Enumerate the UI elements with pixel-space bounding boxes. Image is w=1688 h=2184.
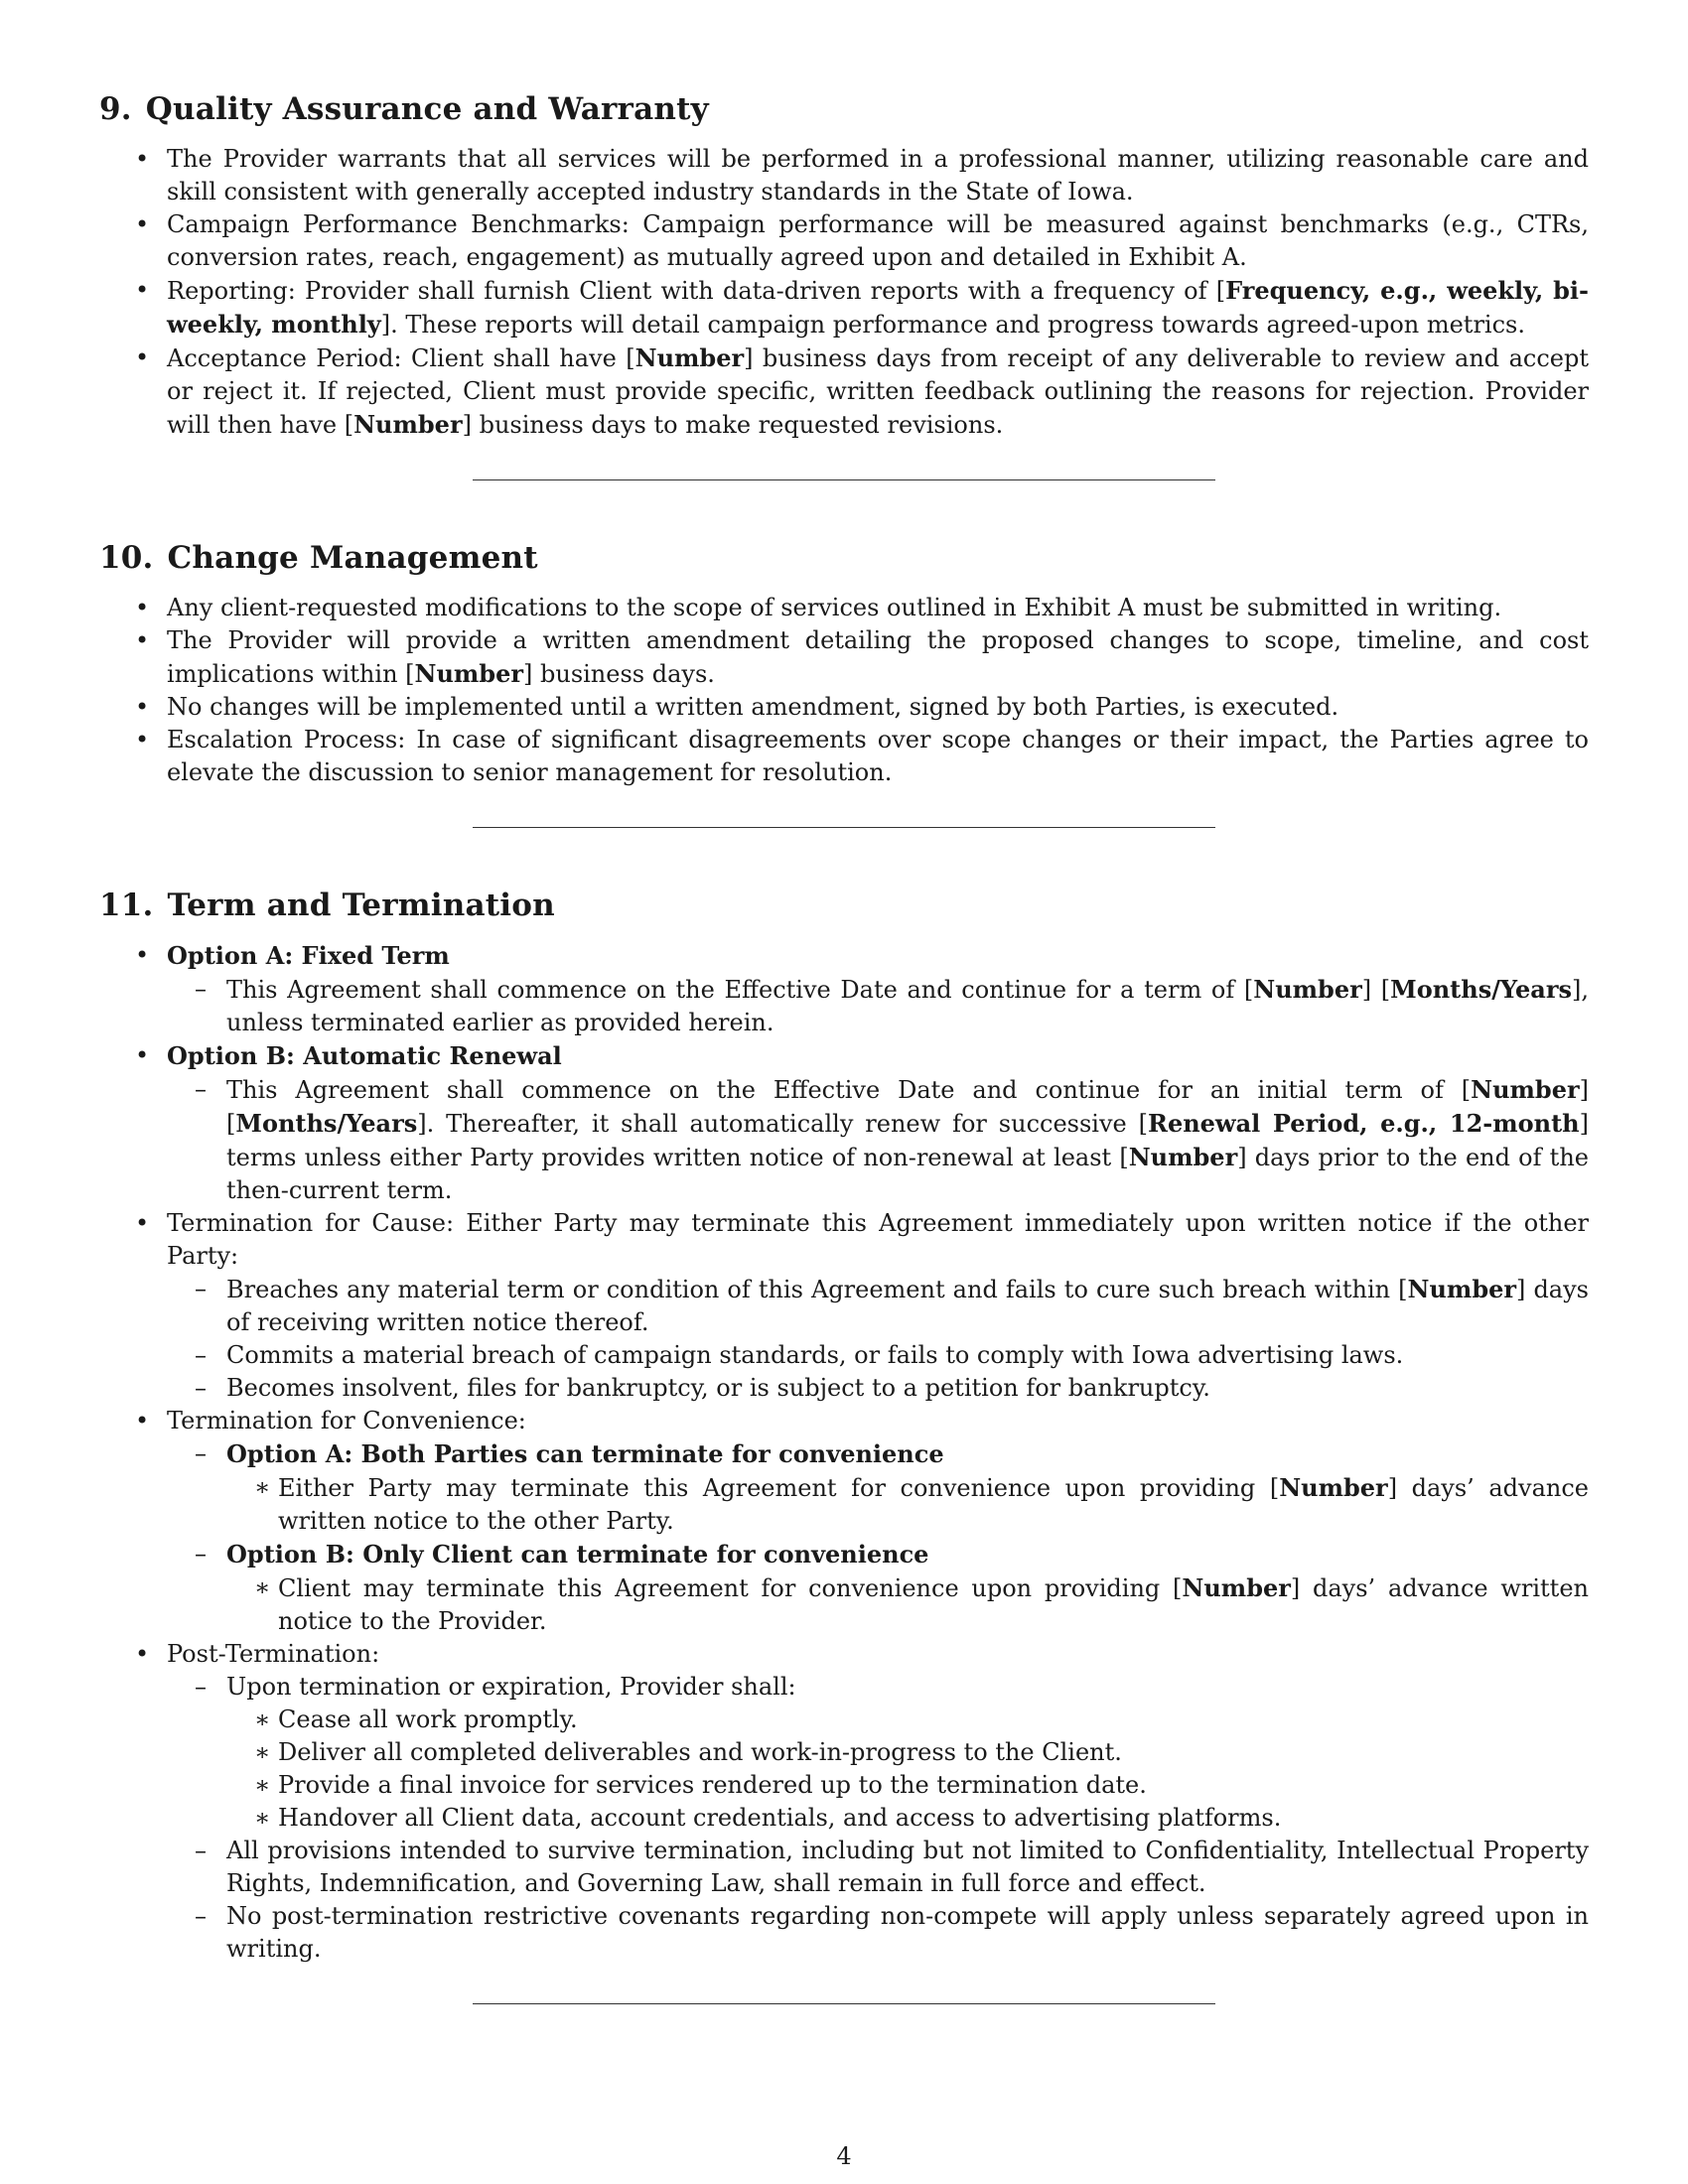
sub-sub-list [226,1571,1589,1638]
section-title: Change Management [167,540,538,576]
bullet-list [99,592,1589,789]
sub-sub-list-item: ∗ Handover all Client data, account credentials, and access to advertising platforms. [226,1802,1589,1835]
list-item: • Campaign Performance Benchmarks: Campaign performance will be measured against benchmarks (e.g., CTRs, conversion rates, reach, engagement) as mutually agreed upon and detailed in Exhibit A. [99,208,1589,274]
sub-list-item [167,1538,1589,1638]
list-item: • The Provider warrants that all services will be performed in a professional manner, utilizing reasonable care and skill consistent with generally accepted industry standards in the State of Iowa. [99,143,1589,208]
list-item: • Escalation Process: In case of significant disagreements over scope changes or their impact, the Parties agree to elevate the discussion to senior management for resolution. [99,724,1589,789]
section-heading [99,886,1589,925]
list-item: • The Provider will provide a written amendment detailing the proposed changes to scope, timeline, and cost implications within [Number] business days. [99,624,1589,691]
placeholder-text: Number [1182,1573,1291,1602]
section-number: 10. [99,540,154,576]
list-item: • Any client-requested modifications to the scope of services outlined in Exhibit A must be submitted in writing. [99,592,1589,624]
page-number: 4 [836,2142,852,2170]
placeholder-text: Number [414,659,523,688]
option-heading: Option B: Only Client can terminate for convenience [226,1540,929,1569]
section-number: 11. [99,887,154,923]
sub-sub-list-item: ∗ Cease all work promptly. [226,1704,1589,1736]
section-heading [99,538,1589,578]
sub-sub-list-item: ∗ Provide a final invoice for services rendered up to the termination date. [226,1769,1589,1802]
sub-list [167,1671,1589,1966]
sub-list-item: – Commits a material breach of campaign standards, or fails to comply with Iowa advertising laws. [167,1339,1589,1372]
option-heading: Option A: Both Parties can terminate for convenience [226,1439,944,1468]
list-item-termination-cause: • Termination for Cause: Either Party may terminate this Agreement immediately upon written notice if the other Party: – Breaches any material term or condition of this Agreement and fails to cure such breach within [Number] days of receiving written notice thereof. – Commits a material breach of campaign standards, or fails to comply with Iowa advertising laws. – Becomes insolvent, files for bankruptcy, or is subject to a petition for bankruptcy. [99,1207,1589,1405]
section-title: Term and Termination [167,887,555,923]
sub-sub-list-item: ∗ Client may terminate this Agreement for convenience upon providing [Number] days’ advance written notice to the Provider. [226,1571,1589,1638]
list-item: • No changes will be implemented until a written amendment, signed by both Parties, is executed. [99,691,1589,724]
section-divider [473,2003,1215,2004]
placeholder-text: Number [634,343,745,372]
sub-sub-list-item: ∗ Either Party may terminate this Agreement for convenience upon providing [Number] days’ advance written notice to the other Party. [226,1471,1589,1538]
sub-list-item: – Upon termination or expiration, Provider shall: ∗ Cease all work promptly. ∗ Deliver all completed deliverables and work-in-progress to the Client. ∗ Provide a final invoice for services rendered up to the termination date. ∗ Handover all Client data, account credentials, and access to advertising platforms. [167,1671,1589,1835]
placeholder-text: Number [1128,1143,1238,1171]
list-item-option-b [99,1039,1589,1207]
sub-list-item: – This Agreement shall commence on the Effective Date and continue for a term of [Number] [Months/Years], unless terminated earlier as provided herein. [167,973,1589,1039]
sub-list [167,1073,1589,1207]
placeholder-text: Number [1253,975,1362,1004]
sub-list-item: – All provisions intended to survive termination, including but not limited to Confidentiality, Intellectual Property Rights, Indemnification, and Governing Law, shall remain in full force and effect. [167,1835,1589,1900]
document-page [99,89,1589,2004]
sub-list-item: – This Agreement shall commence on the Effective Date and continue for an initial term of [Number] [Months/Years]. Thereafter, it shall automatically renew for successive [Renewal Period, e.g., 12-month] terms unless either Party provides written notice of non-renewal at least [Number] days prior to the end of the then-current term. [167,1073,1589,1207]
list-item: • Acceptance Period: Client shall have [Number] business days from receipt of any deliverable to review and accept or reject it. If rejected, Client must provide specific, written feedback outlining the reasons for rejection. Provider will then have [Number] business days to make requested revisions. [99,341,1589,442]
section-term-termination [99,886,1589,1966]
placeholder-text: Months/Years [235,1109,418,1138]
list-item-post-termination: • Post-Termination: – Upon termination or expiration, Provider shall: ∗ Cease all work promptly. ∗ Deliver all completed deliverables and work-in-progress to the Client. ∗ Provide a final invoice for services rendered up to the termination date. ∗ Handover all Client data, account credentials, and access to advertising platforms. – All provisions intended to survive termination, including but not limited to Confidentiality, Intellectual Property Rights, Indemnification, and Governing Law, shall remain in full force and effect. – No post-termination restrictive covenants regarding non-compete will apply unless separately agreed upon in writing. [99,1638,1589,1966]
sub-list-item: – Breaches any material term or condition of this Agreement and fails to cure such breach within [Number] days of receiving written notice thereof. [167,1273,1589,1339]
sub-list [167,1273,1589,1405]
sub-list-item: – Becomes insolvent, files for bankruptcy, or is subject to a petition for bankruptcy. [167,1372,1589,1405]
sub-list [167,973,1589,1039]
sub-list-item [167,1437,1589,1538]
placeholder-text: Number [353,410,463,439]
list-item: • Reporting: Provider shall furnish Client with data-driven reports with a frequency of [Frequency, e.g., weekly, bi-weekly, monthly]. These reports will detail campaign performance and progress towards agreed-upon metrics. [99,274,1589,341]
section-number: 9. [99,91,132,127]
placeholder-text: Number [1471,1075,1580,1104]
placeholder-text: Months/Years [1390,975,1573,1004]
list-item-termination-convenience: • Termination for Convenience: – Option A: Both Parties can terminate for convenience ∗ Either Party may terminate this Agreement for convenience upon providing [Number] days’ advance written notice to the other Party. – Option B: Only Client can terminate for convenience ∗ Client may terminate this Agreement for convenience upon providing [Number] days’ advance written notice to the Provider. [99,1405,1589,1638]
placeholder-text: Number [1279,1473,1388,1502]
list-item-option-a [99,939,1589,1039]
section-title: Quality Assurance and Warranty [145,91,709,127]
sub-sub-list [226,1704,1589,1835]
section-quality-assurance [99,89,1589,442]
sub-list [167,1437,1589,1638]
sub-sub-list-item: ∗ Deliver all completed deliverables and work-in-progress to the Client. [226,1736,1589,1769]
placeholder-text: Number [1407,1275,1517,1303]
placeholder-text: Frequency, e.g., weekly, bi-weekly, monthly [167,276,1589,339]
bullet-list [99,143,1589,442]
option-heading: Option B: Automatic Renewal [167,1041,562,1070]
section-change-management [99,538,1589,789]
bullet-list [99,939,1589,1966]
sub-list-item: – No post-termination restrictive covenants regarding non-compete will apply unless separately agreed upon in writing. [167,1900,1589,1966]
section-heading [99,89,1589,129]
placeholder-text: Renewal Period, e.g., 12-month [1148,1109,1580,1138]
sub-sub-list [226,1471,1589,1538]
option-heading: Option A: Fixed Term [167,941,450,970]
